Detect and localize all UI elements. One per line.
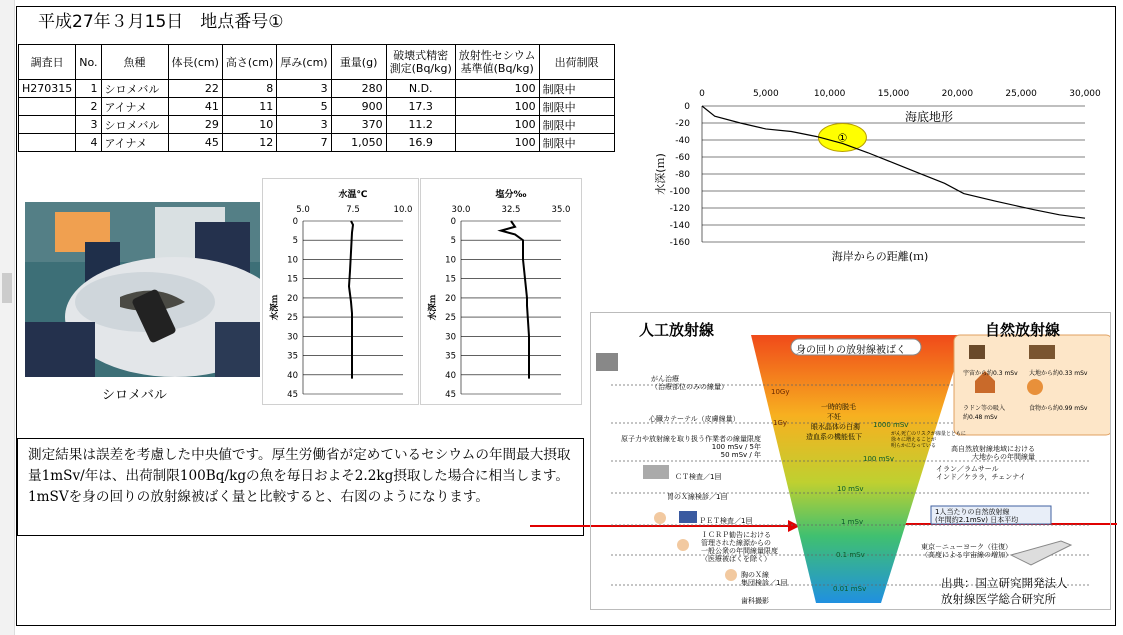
table-cell: 100 bbox=[455, 98, 539, 116]
label-hair-loss: 一時的脱毛 bbox=[821, 403, 856, 411]
table-cell: 280 bbox=[331, 80, 386, 98]
label-dental: 歯科撮影 bbox=[741, 597, 769, 605]
label-ct-scan: ＣＴ検査／1回 bbox=[675, 473, 722, 481]
airplane-icon bbox=[1011, 541, 1071, 565]
label-hematopoietic: 造血系の機能低下 bbox=[806, 433, 862, 441]
table-cell: 制限中 bbox=[539, 134, 614, 152]
col-header: 放射性セシウム 基準値(Bq/kg) bbox=[455, 45, 539, 80]
earth-animal-icon bbox=[1029, 345, 1055, 359]
level-1msv: 1 mSv bbox=[841, 518, 864, 526]
table-cell: 12 bbox=[222, 134, 276, 152]
table-cell: 3 bbox=[277, 116, 331, 134]
x-tick-label: 5,000 bbox=[752, 89, 779, 99]
y-tick-label: 25 bbox=[445, 313, 456, 324]
table-cell: 11 bbox=[222, 98, 276, 116]
y-tick-label: 0 bbox=[450, 217, 456, 227]
y-tick-label: -120 bbox=[669, 204, 690, 214]
table-cell: 45 bbox=[168, 134, 222, 152]
y-tick-label: 5 bbox=[292, 236, 298, 247]
col-header: 出荷制限 bbox=[539, 45, 614, 80]
ct-scanner-icon bbox=[643, 465, 669, 479]
label-from-food: 食物から約0.99 mSv bbox=[1029, 405, 1088, 412]
table-cell: 制限中 bbox=[539, 116, 614, 134]
table-cell: アイナメ bbox=[101, 98, 168, 116]
y-tick-label: -40 bbox=[675, 136, 690, 146]
x-tick-label: 20,000 bbox=[941, 89, 974, 99]
table-cell: N.D. bbox=[386, 80, 455, 98]
x-tick-label: 10.0 bbox=[393, 205, 413, 215]
photo-caption: シロメバル bbox=[102, 388, 167, 403]
y-tick-label: 10 bbox=[287, 255, 298, 266]
level-10gy: 10Gy bbox=[771, 388, 790, 396]
x-tick-label: 32.5 bbox=[501, 205, 521, 215]
col-header: 重量(g) bbox=[331, 45, 386, 80]
table-cell: 制限中 bbox=[539, 98, 614, 116]
source-credit: 出典：国立研究開発法人 放射線医学総合研究所 bbox=[941, 576, 1068, 606]
y-axis-label: 水深ｍ bbox=[270, 294, 280, 321]
table-cell: 5 bbox=[277, 98, 331, 116]
table-cell: 制限中 bbox=[539, 80, 614, 98]
space-icon bbox=[969, 345, 985, 359]
label-pet-scan: ＰＥＴ検査／1回 bbox=[699, 517, 753, 525]
label-cataract: 眼水晶体の白濁 bbox=[811, 423, 860, 431]
table-cell: 4 bbox=[76, 134, 101, 152]
y-tick-label: 0 bbox=[684, 102, 690, 112]
y-tick-label: -100 bbox=[669, 187, 690, 197]
chart-title: 塩分‰ bbox=[495, 190, 527, 200]
table-cell: シロメバル bbox=[101, 80, 168, 98]
table-cell: 10 bbox=[222, 116, 276, 134]
y-tick-label: 35 bbox=[445, 351, 456, 362]
table-cell: 100 bbox=[455, 116, 539, 134]
label-worker-limit: 原子力や放射線を取り扱う作業者の線量限度 100 mSv / 5年 50 mSv / 年 bbox=[621, 435, 761, 459]
label-infertility: 不妊 bbox=[827, 413, 841, 421]
family-icon bbox=[677, 539, 689, 551]
x-tick-label: 5.0 bbox=[296, 205, 310, 215]
table-cell: 22 bbox=[168, 80, 222, 98]
y-tick-label: 45 bbox=[445, 390, 456, 400]
label-ramsar-kerala: イラン／ラムサール インド／ケララ，チェンナイ bbox=[936, 465, 1026, 481]
y-tick-label: 45 bbox=[287, 390, 298, 400]
label-high-natural-area: 高自然放射線地域における 大地からの年間線量 bbox=[951, 445, 1035, 461]
treatment-icon bbox=[596, 353, 618, 371]
level-1gy: 1Gy bbox=[773, 419, 788, 427]
table-cell: 29 bbox=[168, 116, 222, 134]
food-icon bbox=[1027, 379, 1043, 395]
x-tick-label: 25,000 bbox=[1005, 89, 1037, 99]
table-cell: 900 bbox=[331, 98, 386, 116]
label-from-earth: 大地から約0.33 mSv bbox=[1029, 370, 1088, 377]
dose-funnel bbox=[751, 335, 965, 603]
y-tick-label: 10 bbox=[445, 255, 456, 266]
table-cell: 2 bbox=[76, 98, 101, 116]
col-header: 破壊式精密 測定(Bq/kg) bbox=[386, 45, 455, 80]
y-tick-label: -140 bbox=[669, 221, 690, 231]
table-cell: 100 bbox=[455, 134, 539, 152]
col-header: No. bbox=[76, 45, 101, 80]
x-tick-label: 30,000 bbox=[1069, 89, 1101, 99]
y-axis-label: 水深(ｍ) bbox=[654, 153, 667, 195]
chest-xray-person-icon bbox=[725, 569, 737, 581]
y-tick-label: 40 bbox=[445, 370, 456, 381]
page-title: 平成27年３月15日 地点番号① bbox=[38, 12, 284, 32]
x-tick-label: 30.0 bbox=[451, 205, 471, 215]
label-cardiac-catheter: 心臓カテーテル（皮膚線量） bbox=[649, 415, 740, 423]
x-tick-label: 0 bbox=[699, 89, 705, 99]
label-from-space: 宇宙から約0.3 mSv bbox=[963, 370, 1018, 377]
x-tick-label: 7.5 bbox=[346, 205, 360, 215]
col-header: 高さ(cm) bbox=[222, 45, 276, 80]
label-cancer-risk: がん死亡のリスクが線量とともに 徐々に増えることが 明らかになっている bbox=[891, 431, 966, 449]
table-cell: シロメバル bbox=[101, 116, 168, 134]
table-cell: アイナメ bbox=[101, 134, 168, 152]
table-cell: 7 bbox=[277, 134, 331, 152]
y-tick-label: 20 bbox=[287, 293, 298, 304]
table-cell: 1 bbox=[76, 80, 101, 98]
y-tick-label: 30 bbox=[445, 332, 456, 343]
y-tick-label: -80 bbox=[675, 170, 690, 180]
table-cell: 3 bbox=[277, 80, 331, 98]
col-header: 体長(cm) bbox=[168, 45, 222, 80]
table-cell: 370 bbox=[331, 116, 386, 134]
x-tick-label: 15,000 bbox=[877, 89, 910, 99]
station-marker-label: ① bbox=[837, 131, 848, 145]
y-tick-label: -60 bbox=[675, 153, 690, 163]
table-cell: 16.9 bbox=[386, 134, 455, 152]
radiation-comparison-figure bbox=[590, 312, 1111, 610]
y-tick-label: 25 bbox=[287, 313, 298, 324]
table-cell: 17.3 bbox=[386, 98, 455, 116]
y-tick-label: 15 bbox=[287, 274, 298, 285]
table-cell: H270315 bbox=[19, 80, 76, 98]
center-title: 身の回りの放射線被ばく bbox=[796, 345, 906, 356]
col-header: 厚み(cm) bbox=[277, 45, 331, 80]
col-header: 魚種 bbox=[101, 45, 168, 80]
level-001msv: 0.01 mSv bbox=[833, 585, 867, 593]
person-icon bbox=[654, 512, 666, 524]
y-tick-label: 0 bbox=[292, 217, 298, 227]
artificial-radiation-title: 人工放射線 bbox=[639, 321, 715, 339]
x-tick-label: 35.0 bbox=[551, 205, 571, 215]
table-cell: 11.2 bbox=[386, 116, 455, 134]
level-01msv: 0.1 mSv bbox=[836, 551, 865, 559]
y-tick-label: 15 bbox=[445, 274, 456, 285]
chart-title: 海底地形 bbox=[905, 110, 954, 124]
y-tick-label: -160 bbox=[669, 238, 690, 248]
level-100msv: 100 mSv bbox=[863, 455, 894, 463]
label-stomach-xray: 胃のＸ線検診／1回 bbox=[667, 493, 728, 501]
label-radon: ラドン等の吸入 約0.48 mSv bbox=[963, 405, 1006, 421]
col-header: 調査日 bbox=[19, 45, 76, 80]
label-icrp-limit: ＩＣＲＰ勧告における 管理された線源からの 一般公衆の年間線量限度 （医療被ばくを除く） bbox=[701, 531, 778, 563]
table-cell: 41 bbox=[168, 98, 222, 116]
y-tick-label: 5 bbox=[450, 236, 456, 247]
table-cell: 1,050 bbox=[331, 134, 386, 152]
table-cell: 3 bbox=[76, 116, 101, 134]
chart-title: 水温℃ bbox=[338, 190, 368, 200]
note-paragraph-1: 測定結果は誤差を考慮した中央値です。厚生労働省が定めているセシウムの年間最大摂取量1mSv/年は、出荷制限100Bq/kgの魚を毎日およそ2.2kg摂取した場合に相当します。 bbox=[28, 447, 571, 484]
x-tick-label: 10,000 bbox=[813, 89, 846, 99]
y-tick-label: 20 bbox=[445, 293, 456, 304]
table-cell: 8 bbox=[222, 80, 276, 98]
y-tick-label: 30 bbox=[287, 332, 298, 343]
table-cell: 100 bbox=[455, 80, 539, 98]
label-cancer-treatment: がん治療 （治療部位のみの線量） bbox=[651, 375, 728, 391]
note-paragraph-2: 1mSVを身の回りの放射線被ばく量と比較すると、右図のようになります。 bbox=[28, 489, 489, 505]
level-1000msv: 1000 mSv bbox=[873, 421, 909, 429]
y-tick-label: 35 bbox=[287, 351, 298, 362]
y-tick-label: 40 bbox=[287, 370, 298, 381]
x-axis-label: 海岸からの距離(ｍ) bbox=[831, 250, 929, 263]
label-tokyo-newyork: 東京－ニューヨーク（往復） （高度による宇宙線の増加） bbox=[921, 543, 1012, 559]
label-japan-average: 1人当たりの自然放射線 (年間約2.1mSv) 日本平均 bbox=[935, 508, 1019, 524]
natural-radiation-title: 自然放射線 bbox=[985, 321, 1061, 339]
pet-scanner-icon bbox=[679, 511, 697, 523]
y-tick-label: -20 bbox=[675, 119, 690, 129]
label-chest-xray: 胸のＸ線 集団検診／1回 bbox=[741, 571, 788, 587]
level-10msv: 10 mSv bbox=[837, 485, 864, 493]
y-axis-label: 水深ｍ bbox=[428, 294, 438, 321]
